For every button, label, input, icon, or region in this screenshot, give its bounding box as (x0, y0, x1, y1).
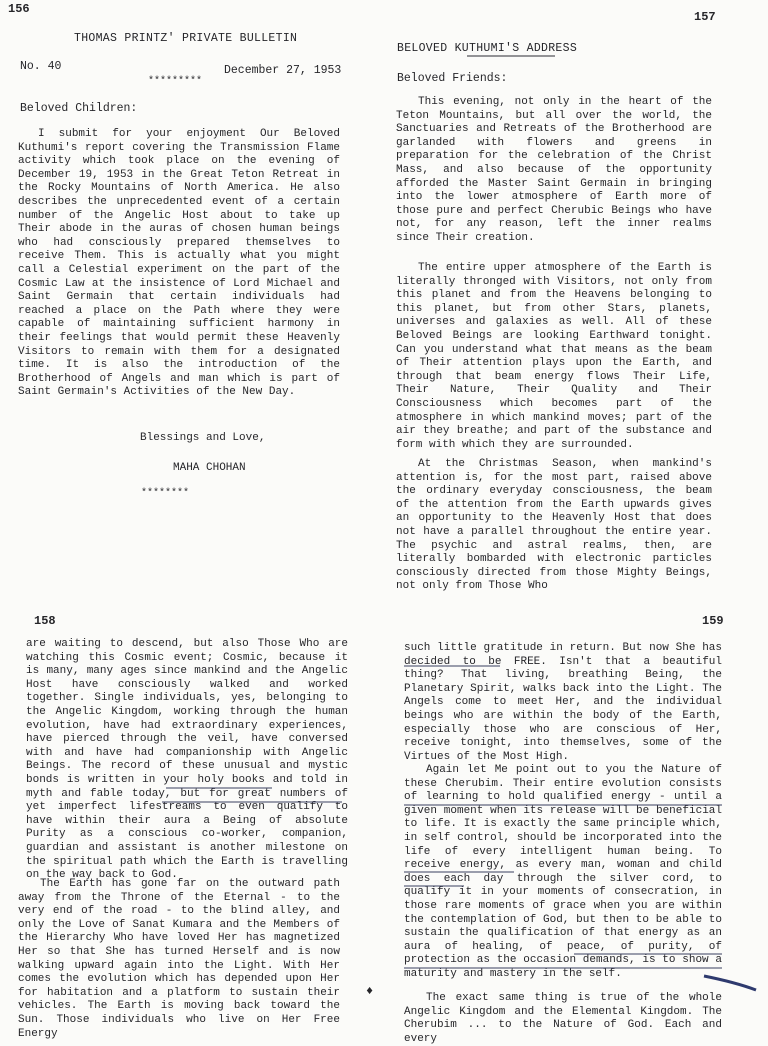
underline-mark (467, 54, 557, 58)
paragraph: such little gratitude in return. But now She has decided to be FREE. Isn't that a beautiful thing? That living, breathing Being, the Planetary Spirit, walks back into the Light. The Angels come to meet Her, and the individual beings who are within the body of the Earth, especially those who are conscious of Her, receive tonight, into themselves, some of the Virtues of the Most High. (404, 642, 722, 763)
intro-paragraph: I submit for your enjoyment Our Beloved Kuthumi's report covering the Transmission Flame activity which took place on the evening of December 19, 1953 in the Great Teton Retreat in the Rocky Mountains of North America. He also describes the unprecedented event of a certain number of the Angelic Host about to take up Their abode in the auras of chosen human beings who had consciously prepared themselves to receive Them. This is actually what you might call a Celestial experiment on the part of the Cosmic Law at the insistence of Lord Michael and Saint Germain that certain individuals had reached a place on the Path where they were capable of maintaining sufficient harmony in their feelings that would permit these Heavenly Visitors to remain with them for a designated time. It is also the introduction of the Brotherhood of Angels and man which is part of Saint Germain's Activities of the New Day. (18, 128, 340, 399)
page-number: 158 (34, 614, 56, 628)
greeting: Beloved Friends: (397, 72, 508, 85)
page-157 (384, 0, 768, 612)
page-number: 159 (702, 614, 724, 628)
pen-underline-mark (404, 654, 768, 984)
closing: Blessings and Love, (140, 432, 266, 444)
page-156 (0, 0, 384, 612)
bulletin-title: THOMAS PRINTZ' PRIVATE BULLETIN (74, 32, 298, 45)
salutation: Beloved Children: (20, 102, 138, 115)
signature: MAHA CHOHAN (173, 462, 246, 474)
page-158 (0, 612, 384, 1040)
page-159 (384, 612, 768, 1045)
stray-mark: ♦ (366, 984, 374, 998)
separator-stars: ******** (141, 488, 190, 499)
paragraph: Again let Me point out to you the Nature of these Cherubim. Their entire evolution consists of learning to hold qualified energy - until a given moment when its release will be beneficial to life. It is exactly the same principle which, in self control, should be incorporated into the life of every intelligent human being. To receive energy, as every man, woman and child does each day through the silver cord, to qualify it in your moments of consecration, in those rare moments of grace when you are within the contemplation of God, but then to be able to sustain the qualification of that energy as an aura of healing, of peace, of purity, of protection as the occasion demands, is to show a maturity and mastery in the self. (404, 764, 722, 980)
page-number: 156 (8, 2, 30, 16)
paragraph: The exact same thing is true of the whole Angelic Kingdom and the Elemental Kingdom. The Cherubim ... to the Nature of God. Each and every (404, 992, 722, 1045)
paragraph: At the Christmas Season, when mankind's attention is, for the most part, raised above the ordinary everyday consciousness, the beam of the attention from the Earth upwards gives an opportunity to the Heavenly Host that does not have a parallel throughout the entire year. The psychic and astral realms, then, are literally bombarded with electronic particles consciously directed from those Mighty Beings, not only from Those Who (396, 458, 712, 593)
pen-underline-mark (160, 782, 360, 822)
page-number: 157 (694, 10, 716, 24)
paragraph: are waiting to descend, but also Those Who are watching this Cosmic event; Cosmic, because it is many, many ages since mankind and the Angelic Host have consciously walked and worked together. Single individuals, yes, belonging to the Angelic Kingdom, working through the human evolution, have had extraordinary experiences, have pierced through the veil, have conversed with and have had companionship with Angelic Beings. The record of these unusual and mystic bonds is written in your holy books and told in myth and fable today, but for great numbers of yet imperfect lifestreams to even qualify to have within their aura a Being of absolute Purity as a conscious co-worker, companion, guardian and assistant is another milestone on the spiritual path which the Earth is travelling on the way back to God. (26, 638, 348, 882)
address-heading: BELOVED KUTHUMI'S ADDRESS (397, 42, 578, 55)
paragraph: The Earth has gone far on the outward path away from the Throne of the Eternal - to the very end of the road - to the blind alley, and only the Love of Sanat Kumara and the Members of the Hierarchy Who have loved Her has magnetized Her so that She has turned Herself and is now walking upward again into the Light. With Her comes the evolution which has depended upon Her for habitation and a platform to sustain their vehicles. The Earth is moving back toward the Sun. Those individuals who live on Her Free Energy (18, 878, 340, 1040)
separator-stars: ********* (148, 76, 203, 87)
paragraph: This evening, not only in the heart of the Teton Mountains, but all over the world, the Sanctuaries and Retreats of the Brotherhood are garlanded with flowers and greens in preparation for the celebration of the Christ Mass, and also because of the opportunity afforded the Master Saint Germain in bringing into the lower atmosphere of Earth more of those pure and perfect Cherubic Beings who have not, for any reason, left the inner realms since Their creation. (396, 96, 712, 244)
bulletin-date: December 27, 1953 (224, 64, 342, 77)
issue-number: No. 40 (20, 60, 62, 73)
paragraph: The entire upper atmosphere of the Earth is literally thronged with Visitors, not only from this planet and from the Heavens belonging to this planet, but from other Stars, planets, universes and galaxies as well. All of these Beloved Beings are looking Earthward tonight. Can you understand what that means as the beam of Their attention plays upon the Earth, and through that beam energy flows Their Life, Their Nature, Their Quality and Their Consciousness which becomes part of the atmosphere in which mankind moves; part of the air they breathe; and part of the substance and form with which they are surrounded. (396, 262, 712, 451)
